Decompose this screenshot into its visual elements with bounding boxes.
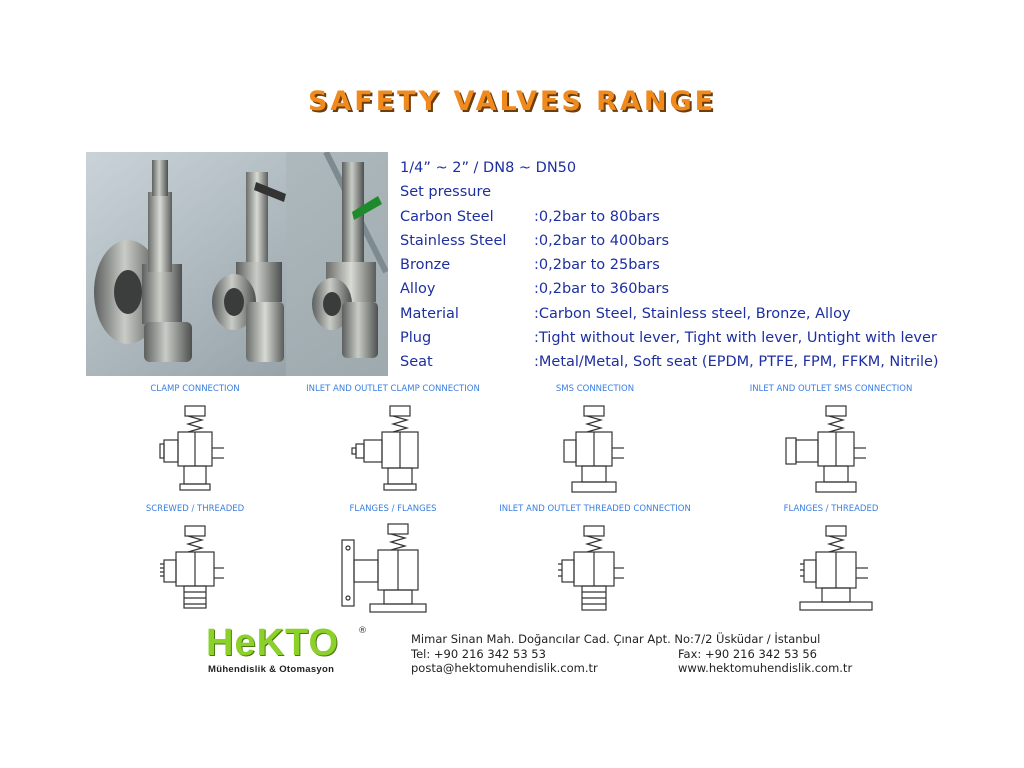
diagram-caption: FLANGES / THREADED (783, 504, 879, 514)
hekto-logo (206, 622, 386, 678)
diagram-caption: FLANGES / FLANGES (349, 504, 437, 514)
spec-label: Alloy (400, 281, 436, 298)
spec-value: :0,2bar to 400bars (534, 232, 670, 249)
spec-label: Material (400, 305, 459, 322)
telephone: Tel: +90 216 342 53 53 (411, 646, 546, 661)
spec-value: :0,2bar to 360bars (534, 281, 670, 298)
valve-drawing-icon (318, 400, 468, 500)
spec-row-material (400, 302, 1000, 326)
registered-mark: ® (358, 626, 367, 636)
spec-label: Bronze (400, 257, 451, 274)
spec-label: Stainless Steel (400, 232, 507, 249)
diagram-caption: INLET AND OUTLET CLAMP CONNECTION (306, 384, 480, 394)
spec-value: :Metal/Metal, Soft seat (EPDM, PTFE, FPM, FFKM, Nitrile) (534, 354, 939, 371)
contact-info (411, 632, 853, 676)
spec-label: Carbon Steel (400, 208, 494, 225)
web-row (411, 661, 853, 676)
spec-value: :Tight without lever, Tight with lever, Untight with lever (534, 330, 937, 347)
valve-drawing-icon (120, 400, 270, 500)
spec-row-plug (400, 326, 1000, 350)
email-link[interactable]: posta@hektomuhendislik.com.tr (411, 661, 598, 675)
valve-drawing-icon (120, 520, 270, 620)
diagram-caption: CLAMP CONNECTION (150, 384, 240, 394)
phone-row (411, 647, 820, 662)
spec-label: Plug (400, 330, 432, 347)
fax: Fax: +90 216 342 53 56 (678, 646, 817, 661)
website-link[interactable]: www.hektomuhendislik.com.tr (678, 661, 853, 675)
specifications (400, 156, 1000, 375)
valve-drawing-icon (520, 400, 670, 500)
spec-row-size (400, 156, 1000, 180)
diagram-caption: SCREWED / THREADED (145, 504, 245, 514)
spec-row-seat (400, 350, 1000, 374)
diagram-caption: INLET AND OUTLET SMS CONNECTION (749, 384, 913, 394)
spec-row-set-pressure (400, 180, 1000, 204)
spec-value: :0,2bar to 25bars (534, 257, 660, 274)
spec-set-pressure-label: Set pressure (400, 184, 492, 201)
spec-value: :Carbon Steel, Stainless steel, Bronze, Alloy (534, 305, 851, 322)
spec-row-stainless-steel (400, 229, 1000, 253)
safety-valves-photo (86, 152, 388, 376)
spec-value: :0,2bar to 80bars (534, 208, 660, 225)
spec-label: Seat (400, 354, 433, 371)
spec-row-bronze (400, 253, 1000, 277)
diagram-caption: INLET AND OUTLET THREADED CONNECTION (499, 504, 691, 514)
page-title: SAFETY VALVES RANGE (307, 86, 717, 117)
valve-drawing-icon (756, 400, 906, 500)
logo-subtitle: Mühendislik & Otomasyon (208, 664, 335, 675)
valve-drawing-icon (520, 520, 670, 620)
valve-drawing-icon (756, 520, 906, 620)
spec-size-label: 1/4” ~ 2” / DN8 ~ DN50 (400, 160, 577, 176)
logo-wordmark: HeKTO (206, 622, 340, 664)
diagram-caption: SMS CONNECTION (555, 384, 635, 394)
address: Mimar Sinan Mah. Doğancılar Cad. Çınar Apt. No:7/2 Üsküdar / İstanbul (411, 632, 821, 646)
spec-row-carbon-steel (400, 205, 1000, 229)
spec-row-alloy (400, 277, 1000, 301)
valve-drawing-icon (318, 520, 468, 620)
